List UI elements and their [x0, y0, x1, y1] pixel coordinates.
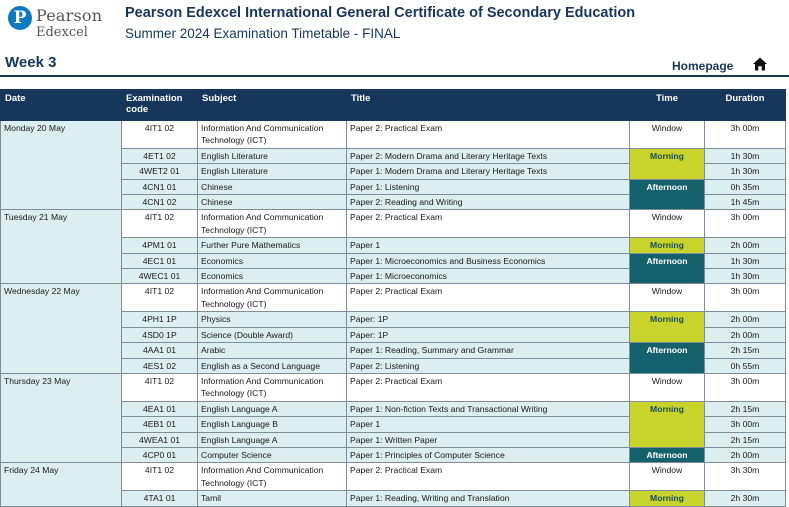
brand-name: Pearson [36, 6, 103, 25]
cell-subject: English Literature [198, 164, 347, 179]
page-header [0, 0, 789, 48]
cell-exam-code: 4ET1 02 [122, 148, 198, 163]
cell-duration: 2h 15m [705, 432, 786, 447]
timetable-body [1, 121, 786, 507]
col-header-duration: Duration [705, 90, 786, 121]
cell-subject: English Language A [198, 401, 347, 416]
cell-exam-code: 4AA1 01 [122, 343, 198, 358]
cell-subject: Further Pure Mathematics [198, 238, 347, 253]
table-row [1, 463, 786, 491]
cell-date: Monday 20 May [1, 121, 122, 210]
cell-duration: 3h 30m [705, 463, 786, 491]
cell-title: Paper 2: Listening [347, 358, 630, 373]
cell-exam-code: 4CN1 02 [122, 195, 198, 210]
cell-title: Paper 1 [347, 417, 630, 432]
cell-exam-code: 4CN1 01 [122, 179, 198, 194]
cell-exam-code: 4SD0 1P [122, 327, 198, 342]
cell-exam-code: 4PH1 1P [122, 312, 198, 327]
cell-time: Window [630, 210, 705, 238]
document-subtitle: Summer 2024 Examination Timetable - FINAL [125, 26, 401, 41]
col-header-subject: Subject [198, 90, 347, 121]
cell-exam-code: 4IT1 02 [122, 284, 198, 312]
cell-title: Paper 1: Microeconomics and Business Economics [347, 253, 630, 268]
cell-exam-code: 4WEC1 01 [122, 269, 198, 284]
cell-duration: 2h 15m [705, 343, 786, 358]
cell-subject: English Language B [198, 417, 347, 432]
cell-subject: Information And Communication Technology (ICT) [198, 210, 347, 238]
cell-exam-code: 4PM1 01 [122, 238, 198, 253]
cell-subject: Science (Double Award) [198, 327, 347, 342]
cell-title: Paper: 1P [347, 312, 630, 327]
cell-exam-code: 4TA1 01 [122, 491, 198, 506]
cell-title: Paper 1: Principles of Computer Science [347, 447, 630, 462]
cell-subject: Tamil [198, 491, 347, 506]
cell-subject: English Literature [198, 148, 347, 163]
cell-time: Window [630, 121, 705, 149]
homepage-link[interactable]: Homepage [672, 59, 734, 73]
cell-exam-code: 4IT1 02 [122, 210, 198, 238]
cell-title: Paper 1: Microeconomics [347, 269, 630, 284]
cell-time: Morning [630, 238, 705, 253]
cell-duration: 3h 00m [705, 210, 786, 238]
table-row [1, 284, 786, 312]
table-row [1, 121, 786, 149]
cell-exam-code: 4IT1 02 [122, 463, 198, 491]
cell-duration: 2h 30m [705, 491, 786, 506]
home-icon[interactable] [752, 56, 768, 72]
cell-time: Afternoon [630, 253, 705, 284]
cell-title: Paper 1: Modern Drama and Literary Heritage Texts [347, 164, 630, 179]
cell-duration: 3h 00m [705, 373, 786, 401]
cell-subject: Computer Science [198, 447, 347, 462]
brand-sub: Edexcel [36, 25, 88, 40]
cell-title: Paper 2: Practical Exam [347, 284, 630, 312]
cell-exam-code: 4EA1 01 [122, 401, 198, 416]
cell-title: Paper 1 [347, 238, 630, 253]
table-header-row [1, 90, 786, 121]
col-header-code: Examination code [122, 90, 198, 121]
cell-duration: 2h 00m [705, 327, 786, 342]
cell-duration: 3h 00m [705, 121, 786, 149]
cell-title: Paper 1: Written Paper [347, 432, 630, 447]
cell-time: Afternoon [630, 343, 705, 374]
document-title: Pearson Edexcel International General Certificate of Secondary Education [125, 5, 636, 21]
cell-subject: English Language A [198, 432, 347, 447]
cell-title: Paper 1: Reading, Summary and Grammar [347, 343, 630, 358]
cell-title: Paper 2: Reading and Writing [347, 195, 630, 210]
cell-exam-code: 4WET2 01 [122, 164, 198, 179]
col-header-date: Date [1, 90, 122, 121]
cell-subject: Information And Communication Technology (ICT) [198, 463, 347, 491]
cell-duration: 0h 55m [705, 358, 786, 373]
cell-duration: 2h 00m [705, 312, 786, 327]
cell-time: Afternoon [630, 447, 705, 462]
cell-title: Paper: 1P [347, 327, 630, 342]
cell-time: Window [630, 463, 705, 491]
cell-date: Tuesday 21 May [1, 210, 122, 284]
cell-duration: 1h 30m [705, 148, 786, 163]
cell-subject: Physics [198, 312, 347, 327]
cell-duration: 1h 30m [705, 253, 786, 268]
cell-duration: 2h 00m [705, 238, 786, 253]
cell-subject: Economics [198, 269, 347, 284]
cell-duration: 2h 00m [705, 447, 786, 462]
cell-title: Paper 1: Non-fiction Texts and Transactional Writing [347, 401, 630, 416]
cell-duration: 2h 15m [705, 401, 786, 416]
cell-time: Window [630, 284, 705, 312]
cell-exam-code: 4IT1 02 [122, 121, 198, 149]
cell-subject: Information And Communication Technology (ICT) [198, 284, 347, 312]
cell-title: Paper 2: Practical Exam [347, 210, 630, 238]
cell-title: Paper 2: Practical Exam [347, 373, 630, 401]
cell-time: Morning [630, 491, 705, 506]
week-bar [0, 52, 789, 77]
cell-time: Afternoon [630, 179, 705, 210]
cell-date: Wednesday 22 May [1, 284, 122, 373]
cell-exam-code: 4EC1 01 [122, 253, 198, 268]
cell-subject: English as a Second Language [198, 358, 347, 373]
cell-exam-code: 4ES1 02 [122, 358, 198, 373]
cell-subject: Information And Communication Technology (ICT) [198, 373, 347, 401]
cell-duration: 1h 45m [705, 195, 786, 210]
table-row [1, 373, 786, 401]
cell-exam-code: 4IT1 02 [122, 373, 198, 401]
cell-subject: Arabic [198, 343, 347, 358]
cell-title: Paper 1: Reading, Writing and Translation [347, 491, 630, 506]
cell-time: Morning [630, 148, 705, 179]
cell-time: Window [630, 373, 705, 401]
cell-duration: 3h 00m [705, 417, 786, 432]
cell-title: Paper 2: Modern Drama and Literary Heritage Texts [347, 148, 630, 163]
cell-date: Thursday 23 May [1, 373, 122, 462]
cell-title: Paper 2: Practical Exam [347, 121, 630, 149]
week-title: Week 3 [5, 54, 57, 71]
cell-title: Paper 1: Listening [347, 179, 630, 194]
cell-date: Friday 24 May [1, 463, 122, 506]
cell-exam-code: 4WEA1 01 [122, 432, 198, 447]
cell-subject: Chinese [198, 179, 347, 194]
cell-duration: 3h 00m [705, 284, 786, 312]
pearson-logo-icon: P [8, 6, 32, 30]
col-header-time: Time [630, 90, 705, 121]
cell-subject: Information And Communication Technology (ICT) [198, 121, 347, 149]
cell-duration: 1h 30m [705, 164, 786, 179]
timetable [0, 89, 786, 507]
cell-exam-code: 4EB1 01 [122, 417, 198, 432]
cell-time: Morning [630, 312, 705, 343]
col-header-title: Title [347, 90, 630, 121]
cell-title: Paper 2: Practical Exam [347, 463, 630, 491]
cell-subject: Economics [198, 253, 347, 268]
cell-duration: 0h 35m [705, 179, 786, 194]
table-row [1, 210, 786, 238]
cell-exam-code: 4CP0 01 [122, 447, 198, 462]
cell-duration: 1h 30m [705, 269, 786, 284]
cell-subject: Chinese [198, 195, 347, 210]
cell-time: Morning [630, 401, 705, 447]
